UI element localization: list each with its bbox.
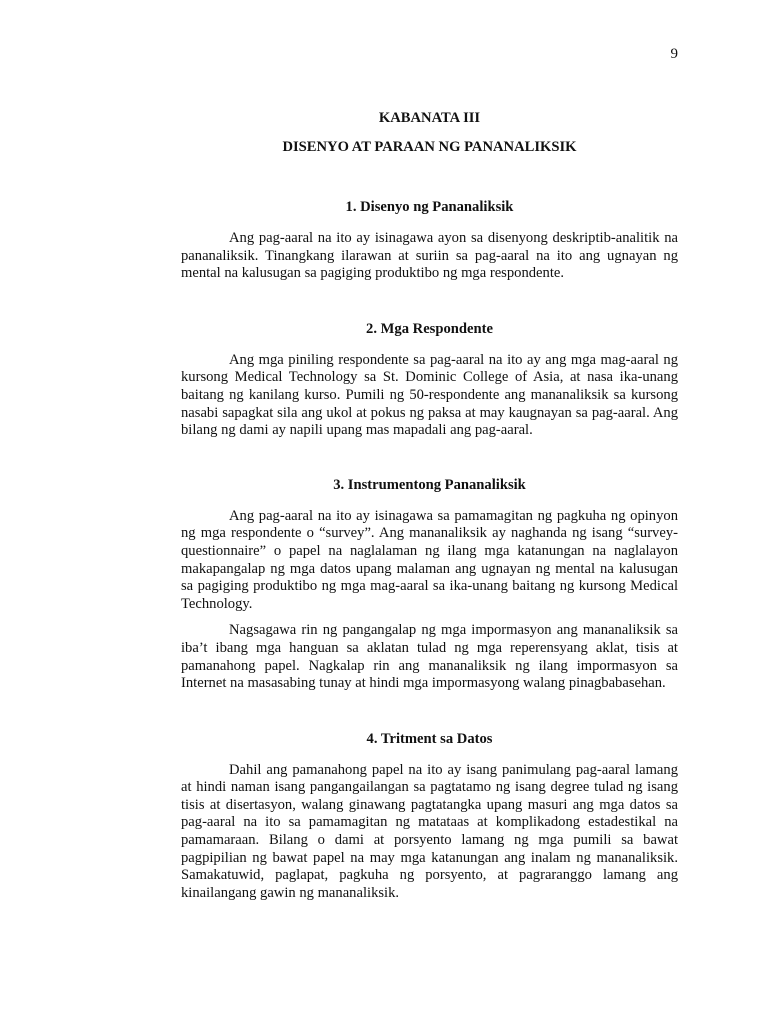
chapter-heading: KABANATA III [378, 110, 481, 126]
paragraph: Dahil ang pamanahong papel na ito ay isang panimulang pag-aaral lamang at hindi naman isang pangangailangan sa pagtatamo ng isang degree tulad ng isang tisis at disertasyon, walang ginawang pagtatangka upang masuri ang mga datos sa pag-aaral na ito sa pamamagitan ng matataas at komplikadong estadestikal na pamamaraan. Bilang o dami at porsyento lamang ng mga pumili sa bawat pagpipilian ng bawat papel na may mga katanungan ang inalam ng mananaliksik. Samakatuwid, paglapat, pagkuha ng porsyento, at pagraranggo lamang ang kinailangang gawin ng mananaliksik. [181, 761, 678, 901]
section-tritment [181, 731, 678, 903]
paragraph: Ang pag-aaral na ito ay isinagawa ayon sa disenyong deskriptib-analitik na pananaliksik. Tinangkang ilarawan at suriin sa pag-aaral na ito ang ugnayan ng mental na kalusugan sa pagiging produktibo ng mga respondente. [181, 230, 678, 282]
section-heading: 2. Mga Respondente [366, 320, 493, 337]
section-heading: 1. Disenyo ng Pananaliksik [345, 199, 514, 215]
chapter-title: DISENYO AT PARAAN NG PANANALIKSIK [282, 139, 577, 155]
paragraph: Ang pag-aaral na ito ay isinagawa sa pamamagitan ng pagkuha ng opinyon ng mga respondente o “survey”. Ang mananaliksik ay naghanda ng isang “survey-questionnaire” o papel na naglalaman ng ilang mga katanungan na naglalayon makapangalap ng mga datos upang malaman ang ugnayan ng mental na kalusugan sa pagiging produktibo ng mga mag-aaral sa ika-unang baitang ng kursong Medical Technology. [181, 507, 678, 612]
paragraph: Nagsagawa rin ng pangangalap ng mga impormasyon ang mananaliksik sa iba’t ibang mga hanguan sa aklatan tulad ng mga reperensyang aklat, tisis at pamanahong papel. Nagkalap rin ang mananaliksik ng ilang impormasyon sa Internet na masasabing tunay at hindi mga impormasyong walang pinagbabasehan. [181, 622, 678, 692]
section-heading: 4. Tritment sa Datos [366, 730, 493, 747]
section-disenyo [181, 199, 678, 283]
section-instrumento [181, 477, 678, 693]
section-respondente [181, 321, 678, 440]
page-number: 9 [670, 46, 678, 62]
page-content [181, 110, 678, 902]
section-heading: 3. Instrumentong Pananaliksik [333, 476, 526, 493]
paragraph: Ang mga piniling respondente sa pag-aaral na ito ay ang mga mag-aaral ng kursong Medical Technology sa St. Dominic College of Asia, at nasa ika-unang baitang ng kanilang kurso. Pumili ng 50-respondente ang mananaliksik sa kursong nasabi sapagkat sila ang ukol at pokus ng paksa at may kaugnayan sa pag-aaral. Ang bilang ng dami ay napili upang mas mapadali ang pag-aaral. [181, 351, 678, 439]
